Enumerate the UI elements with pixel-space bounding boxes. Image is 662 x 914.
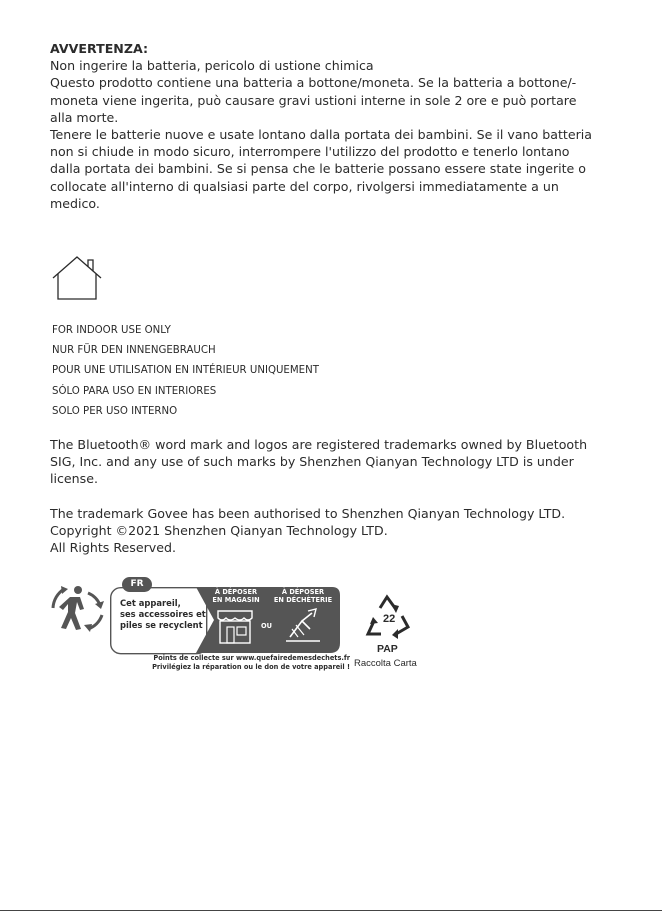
warning-line: Questo prodotto contiene una batteria a bottone/moneta. Se la batteria a bottone/- (50, 75, 577, 91)
fr-badge: FR (122, 577, 152, 592)
indoor-use-list (52, 321, 319, 422)
warning-title: AVVERTENZA: (50, 41, 149, 56)
info-tri-footer: Points de collecte sur www.quefairedemesdechets.fr Privilégiez la réparation ou le don de votre appareil ! (152, 654, 350, 671)
trademark-line: All Rights Reserved. (50, 540, 176, 556)
store-icon (216, 609, 254, 645)
warning-line: Tenere le batterie nuove e usate lontano dalla portata dei bambini. Se il vano batteria (50, 127, 592, 143)
trademark-line: The trademark Govee has been authorised to Shenzhen Qianyan Technology LTD. (50, 505, 566, 521)
indoor-use-line: NUR FÜR DEN INNENGEBRAUCH (52, 345, 216, 357)
warning-line: moneta viene ingerita, può causare gravi ustioni interne in sole 2 ore e può portare (50, 92, 577, 108)
indoor-use-line: FOR INDOOR USE ONLY (52, 325, 171, 336)
warning-line: non si chiude in modo sicuro, interrompere l'utilizzo del prodotto e tenerlo lontano (50, 144, 570, 160)
fr-recycle-text: Cet appareil, ses accessoires et piles se recyclent (120, 598, 206, 630)
indoor-use-line: SÓLO PARA USO EN INTERIORES (52, 385, 217, 397)
page-bottom-rule (0, 910, 662, 911)
triman-icon (50, 583, 108, 633)
trademark-line: Copyright ©2021 Shenzhen Qianyan Technology LTD. (50, 522, 388, 538)
warning-line: Non ingerire la batteria, pericolo di ustione chimica (50, 58, 374, 74)
house-icon (50, 255, 104, 301)
indoor-use-line: SOLO PER USO INTERNO (52, 405, 178, 417)
bluetooth-line: The Bluetooth® word mark and logos are registered trademarks owned by Bluetooth (50, 437, 588, 452)
dump-icon (282, 607, 324, 645)
bluetooth-line: license. (50, 471, 98, 487)
or-label: OU (261, 622, 272, 630)
warning-section (50, 40, 630, 212)
deposit-store-label: À DÉPOSER EN MAGASIN (212, 588, 260, 604)
warning-line: medico. (50, 195, 100, 211)
pap-code: PAP (377, 643, 398, 655)
warning-line: dalla portata dei bambini. Se si pensa che le batterie possano essere state ingerite o (50, 161, 587, 177)
legal-section (50, 436, 640, 556)
pap-label: Raccolta Carta (354, 658, 417, 669)
pap-number: 22 (383, 613, 396, 625)
bluetooth-line: SIG, Inc. and any use of such marks by Shenzhen Qianyan Technology LTD is under (50, 454, 574, 470)
warning-line: collocate all'interno di qualsiasi parte del corpo, rivolgersi immediatamente a un (50, 178, 559, 194)
warning-line: alla morte. (50, 109, 119, 125)
indoor-use-line: POUR UNE UTILISATION EN INTÉRIEUR UNIQUEMENT (52, 365, 319, 377)
info-tri-panel (110, 577, 350, 677)
deposit-dump-label: À DÉPOSER EN DÉCHÈTERIE (273, 588, 333, 604)
